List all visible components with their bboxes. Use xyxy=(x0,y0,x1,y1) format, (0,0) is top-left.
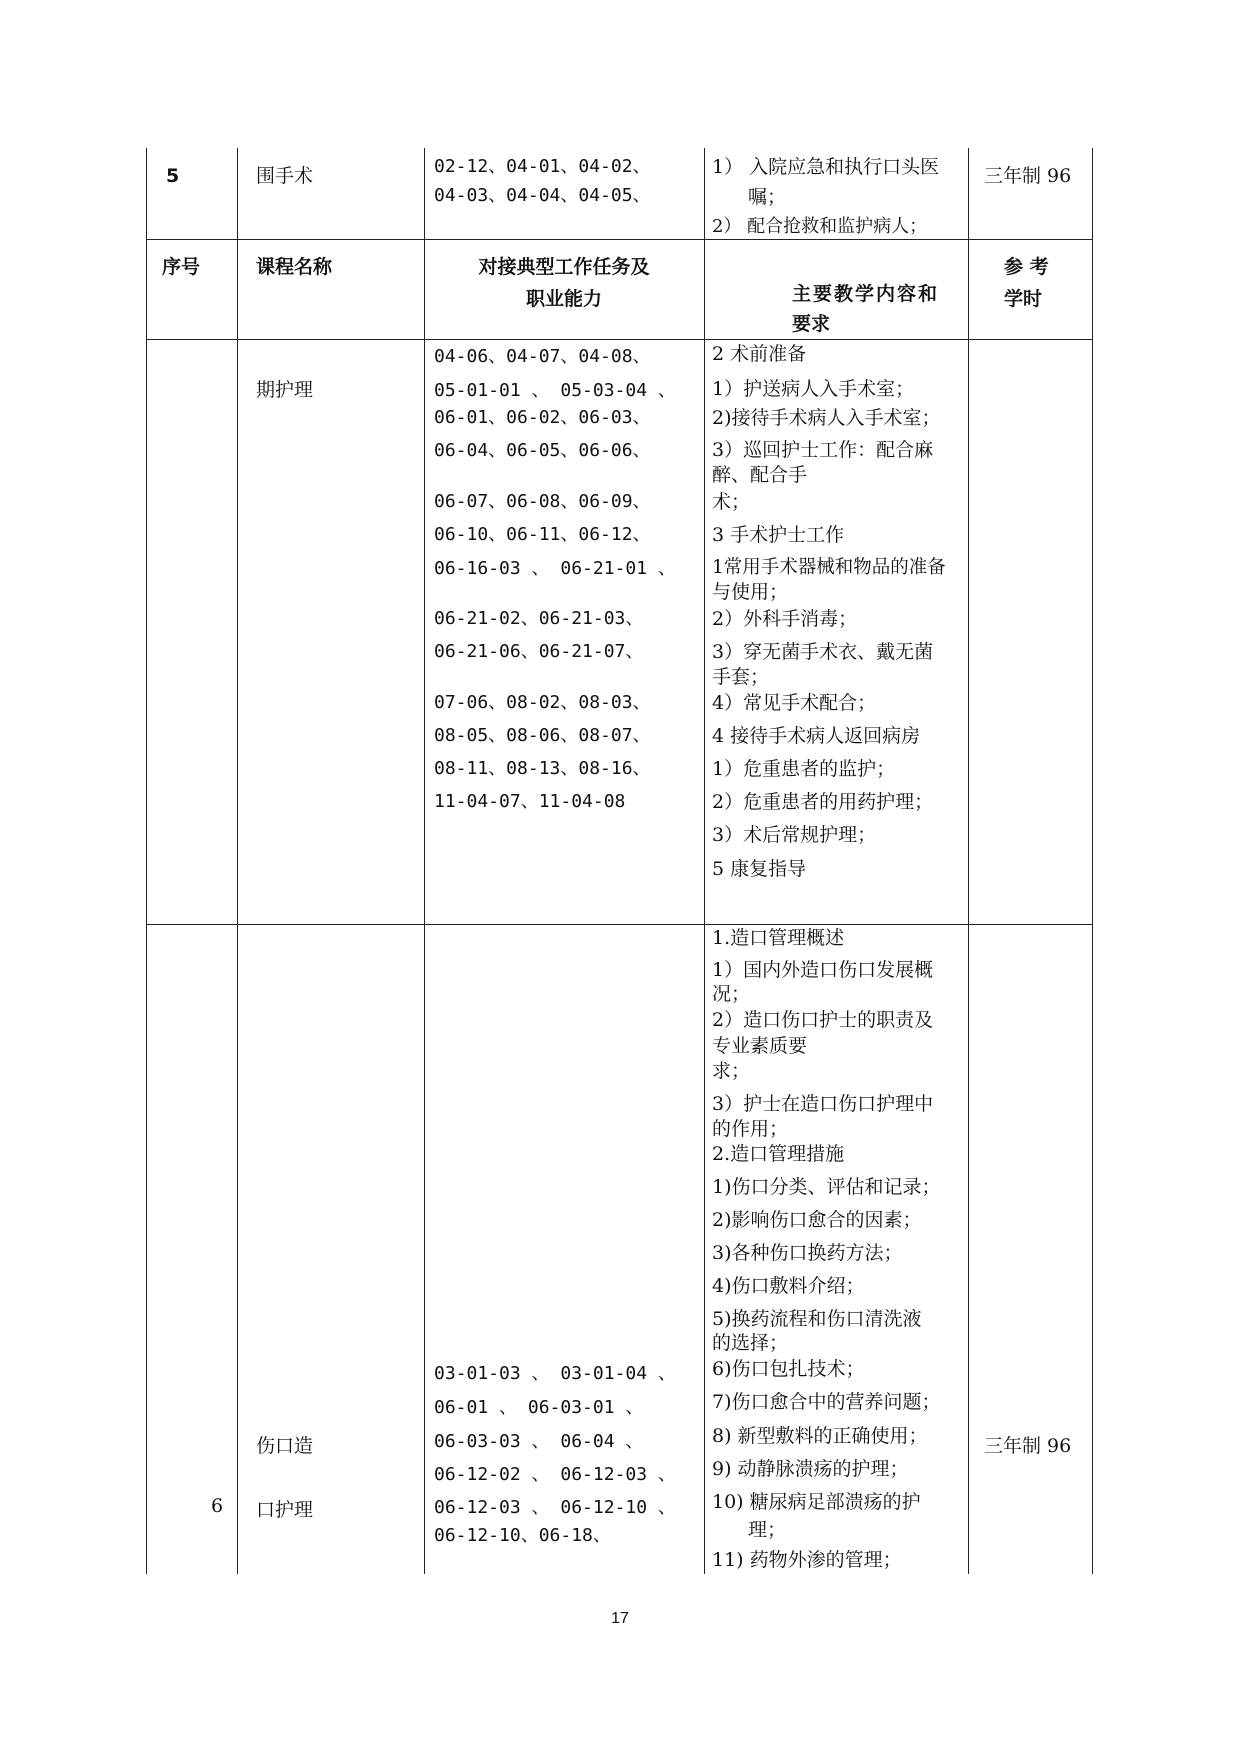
header-content: 主要教学内容和 xyxy=(792,283,940,305)
tasks-line: 06-01 、 06-03-01 、 xyxy=(434,1397,644,1418)
content-line: 2)接待手术病人入手术室； xyxy=(712,407,941,429)
content-line: 2.造口管理措施 xyxy=(712,1143,845,1165)
tasks-line: 11-04-07、11-04-08 xyxy=(434,791,626,812)
content-line: 1.造口管理概述 xyxy=(712,927,845,949)
content-line: 手套； xyxy=(712,666,770,688)
content-line: 6)伤口包扎技术； xyxy=(712,1358,865,1380)
content-line: 5)换药流程和伤口清洗液 xyxy=(712,1308,922,1330)
header-tasks: 职业能力 xyxy=(525,288,602,310)
content-line: 醉、配合手 xyxy=(712,464,808,486)
content-line: 3 手术护士工作 xyxy=(712,524,845,546)
row-border xyxy=(146,339,1093,340)
tasks-line: 06-07、06-08、06-09、 xyxy=(434,491,651,512)
content-line: 3）穿无菌手术衣、戴无菌 xyxy=(712,641,934,663)
tasks-line: 06-12-03 、 06-12-10 、 xyxy=(434,1497,676,1518)
content-line: 理； xyxy=(748,1519,787,1541)
course-name-cell: 口护理 xyxy=(256,1499,314,1521)
tasks-line: 06-04、06-05、06-06、 xyxy=(434,440,651,461)
col-border xyxy=(146,148,147,1574)
content-line: 专业素质要 xyxy=(712,1035,808,1057)
header-course: 课程名称 xyxy=(256,256,333,278)
course-name-cell: 伤口造 xyxy=(256,1435,314,1457)
content-line: 4 接待手术病人返回病房 xyxy=(712,725,921,747)
content-line: 术； xyxy=(712,491,751,513)
content-line: 7)伤口愈合中的营养问题； xyxy=(712,1391,941,1413)
col-border xyxy=(1092,148,1093,1574)
col-border xyxy=(424,148,425,1574)
content-line: 嘱； xyxy=(748,186,787,208)
content-line: 10) 糖尿病足部溃疡的护 xyxy=(712,1491,921,1513)
tasks-line: 08-05、08-06、08-07、 xyxy=(434,725,651,746)
page-number: 17 xyxy=(611,1610,629,1627)
header-hours: 参 考 xyxy=(1004,256,1049,278)
content-line: 的作用； xyxy=(712,1118,789,1140)
content-line: 1常用手术器械和物品的准备 xyxy=(712,557,946,578)
col-border xyxy=(237,148,238,1574)
tasks-line: 06-03-03 、 06-04 、 xyxy=(434,1431,644,1452)
row-border xyxy=(146,239,1093,240)
course-name-cell: 围手术 xyxy=(256,165,314,187)
content-line: 3）护士在造口伤口护理中 xyxy=(712,1093,934,1115)
tasks-line: 02-12、04-01、04-02、 xyxy=(434,156,651,177)
tasks-line: 03-01-03 、 03-01-04 、 xyxy=(434,1363,676,1384)
content-line: 4)伤口敷料介绍； xyxy=(712,1275,865,1297)
seq-cell: 6 xyxy=(211,1495,224,1517)
content-line: 3)各种伤口换药方法； xyxy=(712,1242,903,1264)
content-line: 求； xyxy=(712,1060,751,1082)
content-line: 2）外科手消毒； xyxy=(712,608,858,630)
content-line: 1)伤口分类、评估和记录； xyxy=(712,1176,941,1198)
row-border xyxy=(146,924,1093,925)
content-line: 5 康复指导 xyxy=(712,858,807,880)
content-line: 2）造口伤口护士的职责及 xyxy=(712,1009,934,1031)
content-line: 1）护送病人入手术室； xyxy=(712,378,915,400)
content-line: 8) 新型敷料的正确使用； xyxy=(712,1425,928,1447)
tasks-line: 06-21-06、06-21-07、 xyxy=(434,641,644,662)
header-seq: 序号 xyxy=(162,256,201,278)
tasks-line: 06-16-03 、 06-21-01 、 xyxy=(434,558,676,579)
seq-cell: 5 xyxy=(166,165,180,187)
tasks-line: 06-21-02、06-21-03、 xyxy=(434,608,644,629)
tasks-line: 04-03、04-04、04-05、 xyxy=(434,185,651,206)
tasks-line: 07-06、08-02、08-03、 xyxy=(434,692,651,713)
content-line: 2)影响伤口愈合的因素； xyxy=(712,1209,922,1231)
col-border xyxy=(968,148,969,1574)
content-line: 况； xyxy=(712,983,751,1005)
content-line: 1）危重患者的监护； xyxy=(712,758,896,780)
tasks-line: 05-01-01 、 05-03-04 、 xyxy=(434,380,676,401)
header-hours: 学时 xyxy=(1004,288,1043,310)
content-line: 4）常见手术配合； xyxy=(712,692,877,714)
tasks-line: 06-01、06-02、06-03、 xyxy=(434,407,651,428)
tasks-line: 06-12-10、06-18、 xyxy=(434,1525,611,1546)
content-line: 1）国内外造口伤口发展概 xyxy=(712,959,934,981)
content-line: 的选择； xyxy=(712,1332,789,1354)
hours-cell: 三年制 96 xyxy=(984,165,1072,187)
course-name-cell: 期护理 xyxy=(256,379,314,401)
tasks-line: 08-11、08-13、08-16、 xyxy=(434,758,651,779)
content-line: 11) 药物外渗的管理； xyxy=(712,1549,902,1571)
content-line: 1） 入院应急和执行口头医 xyxy=(712,156,940,178)
tasks-line: 06-10、06-11、06-12、 xyxy=(434,524,651,545)
tasks-line: 06-12-02 、 06-12-03 、 xyxy=(434,1464,676,1485)
content-line: 3）巡回护士工作：配合麻 xyxy=(712,439,934,461)
content-line: 2）危重患者的用药护理； xyxy=(712,791,934,813)
content-line: 9) 动静脉溃疡的护理； xyxy=(712,1458,909,1480)
header-content: 要求 xyxy=(792,313,831,335)
content-line: 2 术前准备 xyxy=(712,343,807,365)
content-line: 3）术后常规护理； xyxy=(712,824,877,846)
tasks-line: 04-06、04-07、04-08、 xyxy=(434,346,651,367)
content-line: 2） 配合抢救和监护病人； xyxy=(712,216,928,237)
col-border xyxy=(704,148,705,1574)
header-tasks: 对接典型工作任务及 xyxy=(478,256,650,278)
hours-cell: 三年制 96 xyxy=(984,1435,1072,1457)
content-line: 与使用； xyxy=(712,581,789,603)
